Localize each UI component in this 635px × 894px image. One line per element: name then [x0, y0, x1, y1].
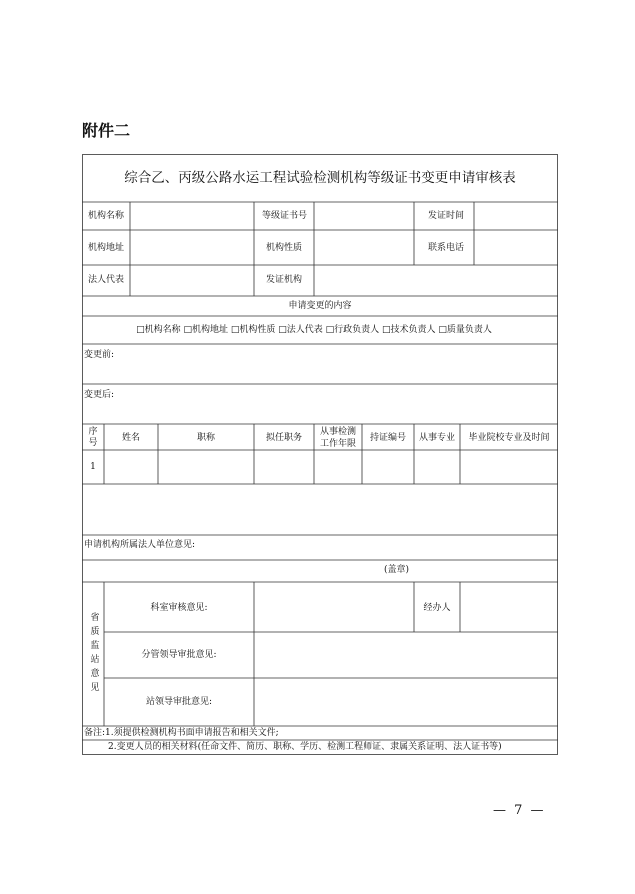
header-major: 从事专业 [418, 433, 456, 443]
provincial-station-label: 省质监站意见 [90, 613, 100, 693]
issuer-label: 发证机构 [266, 275, 303, 285]
note-1: 备注:1.须提供检测机构书面申请报告和相关文件; [84, 728, 279, 738]
header-school: 毕业院校专业及时间 [468, 433, 550, 443]
header-years-line2: 工作年限 [319, 439, 357, 449]
deputy-opinion-label: 分管领导审批意见: [141, 650, 217, 660]
legal-rep-label: 法人代表 [88, 275, 125, 285]
header-name: 姓名 [121, 433, 141, 443]
application-form [82, 154, 558, 756]
header-title: 职称 [196, 433, 216, 443]
form-grid-lines [82, 154, 558, 756]
table-row-seq: 1 [90, 462, 96, 472]
change-options-checklist: □机构名称 □机构地址 □机构性质 □法人代表 □行政负责人 □技术负责人 □质量负责人 [136, 325, 492, 335]
header-position: 拟任职务 [265, 433, 303, 443]
note-2: 2.变更人员的相关材料(任命文件、简历、职称、学历、检测工程师证、隶属关系证明、法人证书等) [108, 742, 502, 752]
attachment-heading: 附件二 [82, 121, 131, 140]
phone-label: 联系电话 [428, 243, 465, 253]
seal-label: (盖章) [384, 565, 410, 575]
header-seq: 序号 [88, 427, 98, 448]
org-address-label: 机构地址 [88, 243, 125, 253]
change-section-title: 申请变更的内容 [288, 301, 352, 311]
page-number: — 7 — [493, 803, 546, 818]
org-name-label: 机构名称 [88, 211, 125, 221]
issue-date-label: 发证时间 [428, 211, 465, 221]
before-change-label: 变更前: [84, 350, 115, 360]
form-title: 综合乙、丙级公路水运工程试验检测机构等级证书变更申请审核表 [124, 170, 516, 186]
after-change-label: 变更后: [84, 390, 115, 400]
header-cert: 持证编号 [369, 433, 407, 443]
legal-unit-opinion-label: 申请机构所属法人单位意见: [84, 540, 196, 550]
org-nature-label: 机构性质 [266, 243, 303, 253]
director-opinion-label: 站领导审批意见: [145, 697, 213, 707]
handler-label: 经办人 [423, 603, 451, 613]
cert-no-label: 等级证书号 [262, 211, 308, 221]
section-opinion-label: 科室审核意见: [150, 603, 208, 613]
header-years-line1: 从事检测 [319, 427, 357, 437]
